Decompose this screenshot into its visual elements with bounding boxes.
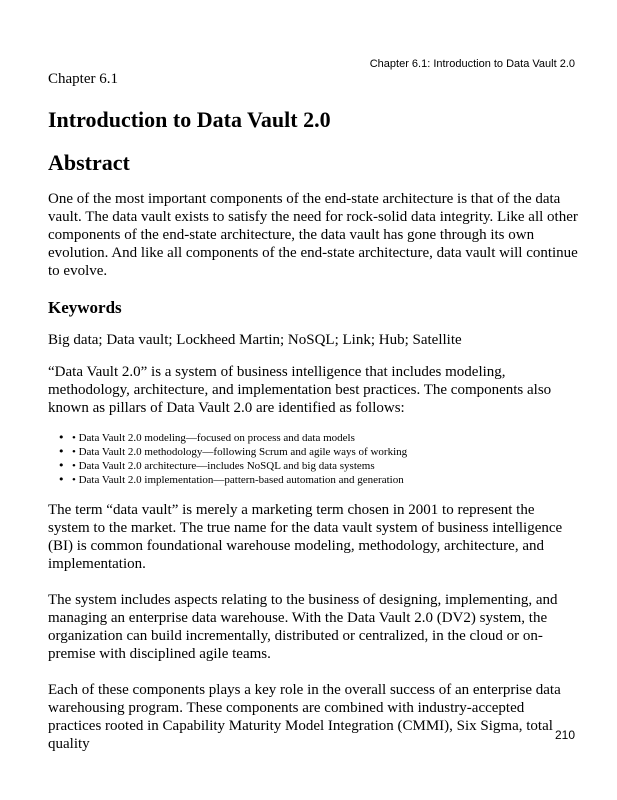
- pillar-item: • • Data Vault 2.0 architecture—includes NoSQL and big data systems: [58, 459, 578, 473]
- body-paragraph: The system includes aspects relating to the business of designing, implementing, and managing an enterprise data warehouse. With the Data Vault 2.0 (DV2) system, the organization can build incrementally, distributed or centralized, in the cloud or on-premise with disciplined agile teams.: [48, 592, 558, 662]
- running-header: Chapter 6.1: Introduction to Data Vault 2.0: [369, 58, 575, 70]
- intro-paragraph: “Data Vault 2.0” is a system of business intelligence that includes modeling, methodology, architecture, and implementation best practices. The components also known as pillars of Data Vault 2.0 are identified as follows:: [48, 364, 552, 416]
- chapter-label: Chapter 6.1: [48, 71, 118, 87]
- page-content: [48, 70, 578, 753]
- chapter-title: Introduction to Data Vault 2.0: [48, 107, 331, 132]
- abstract-heading: Abstract: [48, 150, 130, 175]
- body-paragraph: Each of these components plays a key role in the overall success of an enterprise data warehousing program. These components are combined with industry-accepted practices rooted in Capability Maturity Model Integration (CMMI), Six Sigma, total quality: [48, 682, 561, 752]
- pillar-item: • • Data Vault 2.0 methodology—following Scrum and agile ways of working: [58, 445, 578, 459]
- body-paragraph: The term “data vault” is merely a marketing term chosen in 2001 to represent the system to the market. The true name for the data vault system of business intelligence (BI) is common foundational warehouse modeling, methodology, architecture, and implementation.: [48, 502, 563, 572]
- abstract-text: One of the most important components of the end-state architecture is that of the data vault. The data vault exists to satisfy the need for rock-solid data integrity. Like all other components of the end-state architecture, the data vault has gone through its own evolution. And like all components of the end-state architecture, data vault will continue to evolve.: [48, 191, 578, 279]
- pillars-list: [48, 431, 578, 487]
- keywords-heading: Keywords: [48, 298, 122, 317]
- pillar-item: • • Data Vault 2.0 modeling—focused on process and data models: [58, 431, 578, 445]
- page-number: 210: [554, 728, 575, 742]
- pillar-item: • • Data Vault 2.0 implementation—pattern-based automation and generation: [58, 473, 578, 487]
- keywords-text: Big data; Data vault; Lockheed Martin; NoSQL; Link; Hub; Satellite: [48, 332, 462, 348]
